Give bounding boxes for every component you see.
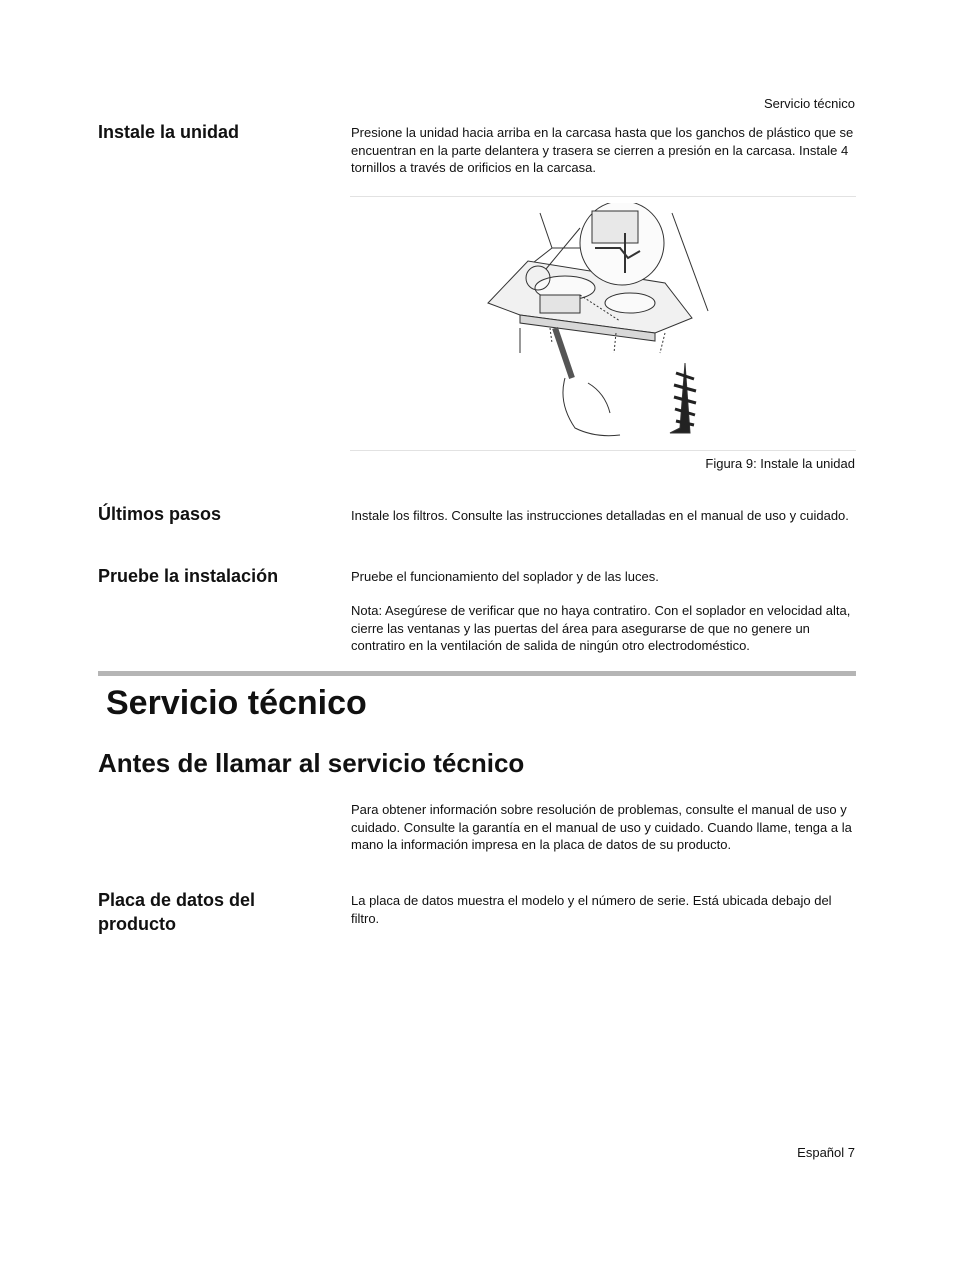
nameplate-body: La placa de datos muestra el modelo y el número de serie. Está ubicada debajo del filtro. bbox=[351, 893, 832, 926]
test-body-2: Nota: Asegúrese de verificar que no haya contratiro. Con el soplador en velocidad alta, cierre las ventanas y las puertas del área para asegurarse de que no genere un contratiro en la ventilación de salida de ningún otro electrodoméstico. bbox=[351, 603, 851, 653]
install-unit-figure bbox=[480, 203, 720, 443]
install-heading: Instale la unidad bbox=[98, 122, 240, 142]
test-body-1: Pruebe el funcionamiento del soplador y de las luces. bbox=[351, 569, 659, 584]
test-heading: Pruebe la instalación bbox=[98, 566, 279, 586]
figure-top-rule bbox=[350, 196, 856, 197]
chapter-divider bbox=[98, 671, 856, 676]
final-steps-heading: Últimos pasos bbox=[98, 504, 222, 524]
figure-caption: Figura 9: Instale la unidad bbox=[705, 456, 855, 471]
service-intro: Para obtener información sobre resolución de problemas, consulte el manual de uso y cuidado. Consulte la garantía en el manual de uso y cuidado. Cuando llame, tenga a la mano la información impresa en la placa de datos de su producto. bbox=[351, 802, 852, 852]
page-footer: Español 7 bbox=[797, 1145, 855, 1160]
chapter-title: Servicio técnico bbox=[106, 684, 367, 722]
final-steps-body: Instale los filtros. Consulte las instrucciones detalladas en el manual de uso y cuidado. bbox=[351, 508, 849, 523]
figure-bottom-rule bbox=[350, 450, 856, 451]
running-header: Servicio técnico bbox=[763, 96, 855, 111]
nameplate-heading: Placa de datos del producto bbox=[98, 890, 256, 934]
section-title: Antes de llamar al servicio técnico bbox=[98, 748, 525, 778]
install-body: Presione la unidad hacia arriba en la carcasa hasta que los ganchos de plástico que se encuentran en la parte delantera y trasera se cierren a presión en la carcasa. Instale 4 tornillos a través de orificios en la carcasa. bbox=[351, 125, 854, 175]
